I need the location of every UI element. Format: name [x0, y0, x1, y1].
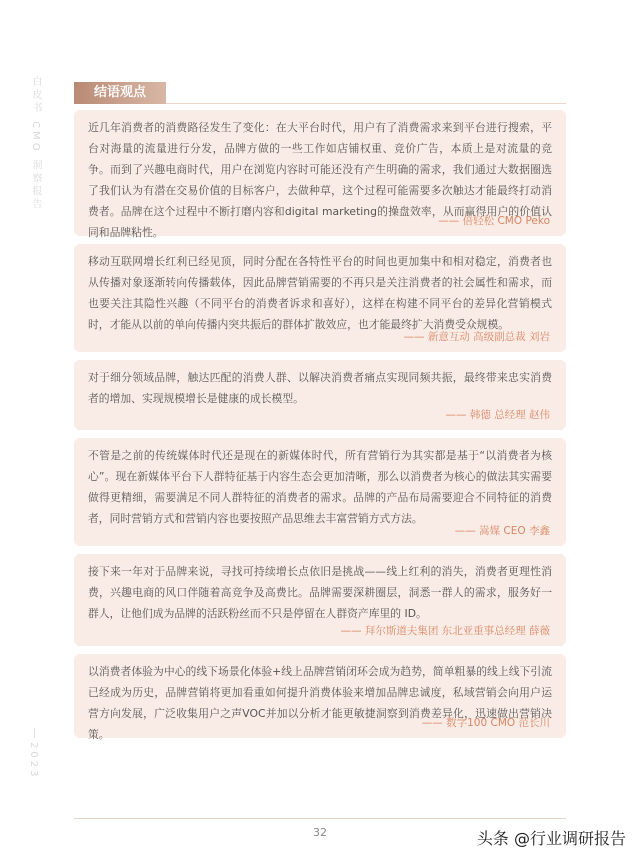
- quote-text: 对于细分领域品牌，触达匹配的消费人群、以解决消费者痛点实现同频共振，最终带来忠实消费者的增加、实现规模增长是健康的成长模型。: [88, 371, 552, 405]
- watermark: 头条 @行业调研报告: [476, 829, 626, 848]
- quote-text: 移动互联网增长红利已经见顶，同时分配在各特性平台的时间也更加集中和相对稳定，消费者也从传播对象逐渐转向传播载体，因此品牌营销需要的不再只是关注消费者的社会属性和需求，而也要关注其隐性兴趣（不同平台的消费者诉求和喜好），这样在构建不同平台的差异化营销模式时，才能从以前的单向传播内突共振后的群体扩散效应，也才能最终扩大消费受众规模。: [88, 255, 552, 331]
- quote-attribution: —— 新意互动 高级副总裁 刘岩: [403, 331, 550, 343]
- quote-card-1: [74, 110, 566, 239]
- quote-text: 以消费者体验为中心的线下场景化体验+线上品牌营销闭环会成为趋势，简单粗暴的线上线下引流已经成为历史，品牌营销将更加看重如何提升消费体验来增加品牌忠诚度，私域营销会向用户运营方向发展，广泛收集用户之声VOC并加以分析才能更敏捷洞察到消费差异化，迅速做出营销决策。: [88, 665, 552, 741]
- sidebar-divider: [34, 728, 35, 738]
- quote-text: 近几年消费者的消费路径发生了变化：在大平台时代，用户有了消费需求来到平台进行搜索，平台对海量的流量进行分发，品牌方做的一些工作如店铺权重、竞价广告，本质上是对流量的竞争。而到了兴趣电商时代，用户在浏览内容时可能还没有产生明确的需求，我们通过大数据圈选了我们认为有潜在交易价值的目标客户，去做种草，这个过程可能需要多次触达才能最终打动消费者。品牌在这个过程中不断打磨内容和digital marketing的操盘效率，从而赢得用户的价值认同和品牌粘性。: [88, 121, 552, 239]
- sidebar-year: 2023: [28, 742, 39, 780]
- section-header: [74, 82, 566, 104]
- sidebar-vertical-text: 白皮书 CMO 洞察报告: [30, 76, 41, 212]
- quote-card-6: [74, 654, 566, 741]
- quote-card-4: [74, 438, 566, 546]
- quote-text: 不管是之前的传统媒体时代还是现在的新媒体时代，所有营销行为其实都是基于“以消费者为核心”。现在新媒体平台下人群特征基于内容生态会更加清晰，那么以消费者为核心的做法其实需要做得更精细，需要满足不同人群特征的消费者的需求。品牌的产品布局需要迎合不同特征的消费者，同时营销方式和营销内容也要按照产品思维去丰富营销方式方法。: [88, 449, 552, 525]
- page-number: 32: [313, 826, 327, 839]
- quote-attribution: —— 倍轻松 CMO Peko: [438, 215, 550, 227]
- quote-attribution: —— 拜尔斯道夫集团 东北亚重事总经理 薛薇: [340, 625, 550, 637]
- quote-card-5: [74, 554, 566, 646]
- quote-text: 接下来一年对于品牌来说，寻找可持续增长点依旧是挑战——线上红利的消失，消费者更理性消费，兴趣电商的风口伴随着高竞争及高费比。品牌需要深耕圈层，洞悉一群人的需求，服务好一群人，让他们成为品牌的活跃粉丝而不只是停留在人群资产库里的 ID。: [88, 565, 552, 620]
- quote-card-2: [74, 244, 566, 352]
- section-underline: [166, 103, 566, 104]
- quote-attribution: —— 韩德 总经理 赵伟: [445, 409, 550, 421]
- quote-card-3: [74, 360, 566, 430]
- quote-attribution: —— 数字100 CMO 范长川: [421, 717, 550, 729]
- footer-divider: [74, 818, 566, 819]
- quote-attribution: —— 嵩媒 CEO 李鑫: [454, 525, 550, 537]
- section-title: 结语观点: [74, 82, 166, 104]
